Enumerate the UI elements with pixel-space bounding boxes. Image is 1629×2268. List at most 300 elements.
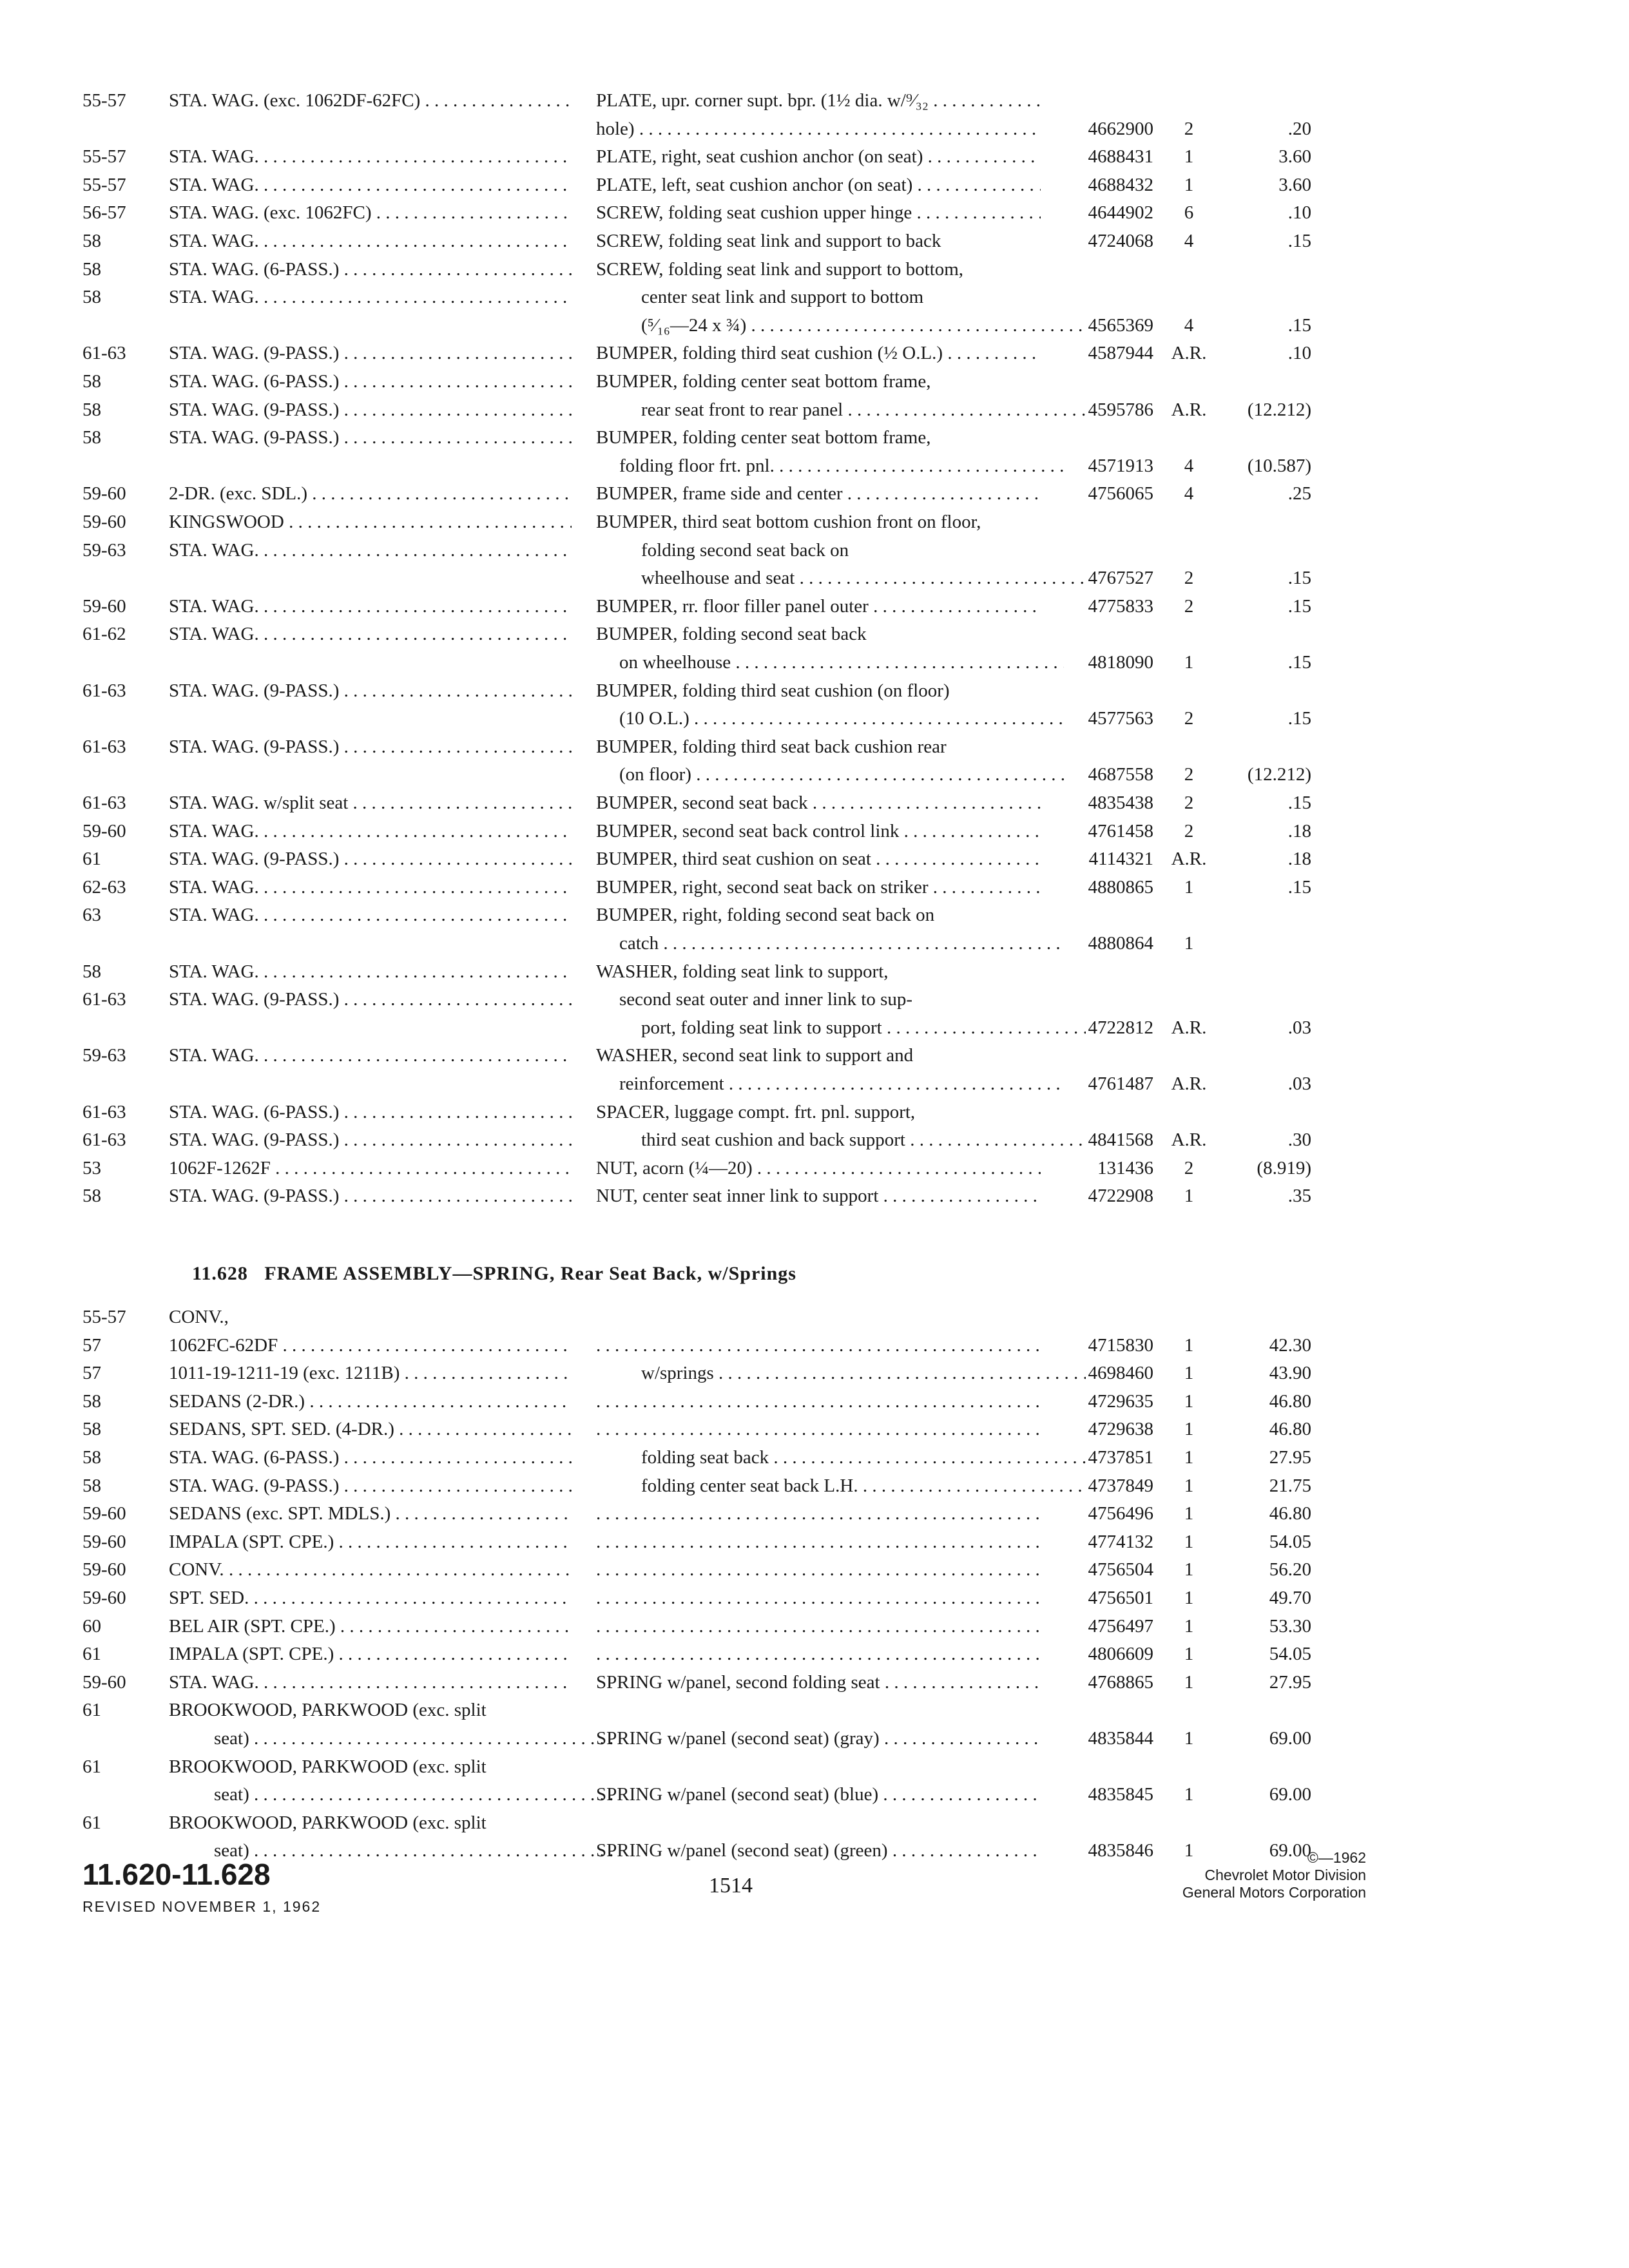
description-cell: (⁵⁄₁₆—24 x ¾) . . .	[596, 311, 1086, 340]
year-cell: 61-63	[82, 680, 126, 701]
quantity-cell: 1	[1184, 146, 1194, 168]
parts-row	[0, 171, 1629, 199]
parts-row	[0, 452, 1629, 480]
footer-copyright	[1182, 1849, 1366, 1901]
model-cell: STA. WAG. . . .	[169, 283, 572, 311]
model-cell: BROOKWOOD, PARKWOOD (exc. split	[169, 1756, 487, 1777]
description-cell: SPACER, luggage compt. frt. pnl. support,	[596, 1101, 916, 1122]
year-cell: 58	[82, 961, 101, 982]
price-cell: .03	[1287, 1073, 1311, 1094]
description-cell: PLATE, upr. corner supt. bpr. (1½ dia. w/⁹⁄₃₂ . . .	[596, 86, 1041, 115]
part-number-cell: 4835844	[1088, 1728, 1153, 1749]
description-cell: SPRING w/panel (second seat) (blue) . . .	[596, 1780, 1041, 1809]
parts-row	[0, 1612, 1629, 1640]
price-cell: .15	[1287, 595, 1311, 617]
description-cell: wheelhouse and seat . . .	[596, 564, 1086, 592]
price-cell: 69.00	[1269, 1840, 1311, 1861]
quantity-cell: 1	[1184, 1363, 1194, 1384]
parts-row	[0, 1303, 1629, 1331]
price-cell: .03	[1287, 1017, 1311, 1038]
part-number-cell: 131436	[1097, 1157, 1153, 1178]
description-cell	[596, 1555, 1041, 1584]
part-number-cell: 4722908	[1088, 1186, 1153, 1207]
year-cell: 59-60	[82, 820, 126, 841]
part-number-cell: 4756496	[1088, 1503, 1153, 1524]
model-cell: STA. WAG. (exc. 1062FC) . . .	[169, 198, 572, 227]
price-cell: .10	[1287, 343, 1311, 364]
parts-row	[0, 1780, 1629, 1809]
year-cell: 63	[82, 905, 101, 926]
model-cell: STA. WAG. . . .	[169, 1668, 572, 1696]
parts-row	[0, 508, 1629, 536]
description-cell: hole) . . .	[596, 115, 1041, 143]
part-number-cell: 4767527	[1088, 568, 1153, 589]
parts-row	[0, 1555, 1629, 1584]
parts-row	[0, 1182, 1629, 1210]
part-number-cell: 4835846	[1088, 1840, 1153, 1861]
model-cell: 1062FC-62DF . . .	[169, 1331, 572, 1360]
description-cell: BUMPER, second seat back control link . . .	[596, 817, 1041, 845]
model-cell: STA. WAG. . . .	[169, 957, 572, 986]
parts-row	[0, 1041, 1629, 1070]
parts-row	[0, 339, 1629, 367]
price-cell: (10.587)	[1247, 455, 1311, 476]
model-cell: STA. WAG. (exc. 1062DF-62FC) . . .	[169, 86, 572, 115]
model-cell: STA. WAG. . . .	[169, 901, 572, 929]
year-cell: 57	[82, 1334, 101, 1356]
parts-row	[0, 1724, 1629, 1753]
part-number-cell: 4644902	[1088, 202, 1153, 224]
parts-row	[0, 255, 1629, 284]
description-cell: (10 O.L.) . . .	[596, 704, 1064, 733]
model-cell: STA. WAG. . . .	[169, 592, 572, 620]
price-cell: 46.80	[1269, 1419, 1311, 1440]
description-cell	[596, 1612, 1041, 1640]
quantity-cell: 2	[1184, 1157, 1194, 1178]
parts-row	[0, 1696, 1629, 1724]
model-cell: 2-DR. (exc. SDL.) . . .	[169, 479, 572, 508]
part-number-cell: 4577563	[1088, 708, 1153, 729]
price-cell: 27.95	[1269, 1447, 1311, 1468]
year-cell: 62-63	[82, 876, 126, 898]
part-number-cell: 4835845	[1088, 1784, 1153, 1805]
parts-row	[0, 1668, 1629, 1696]
year-cell: 59-60	[82, 483, 126, 505]
description-cell: folding seat back . . .	[596, 1443, 1086, 1472]
quantity-cell: 1	[1184, 1447, 1194, 1468]
year-cell: 61	[82, 1756, 101, 1777]
price-cell: 53.30	[1269, 1615, 1311, 1637]
quantity-cell: 1	[1184, 174, 1194, 195]
description-cell	[596, 1528, 1041, 1556]
quantity-cell: 1	[1184, 933, 1194, 954]
quantity-cell: 1	[1184, 1671, 1194, 1693]
model-cell: SPT. SED. . . .	[169, 1584, 572, 1612]
description-cell	[596, 1415, 1041, 1443]
description-cell: folding floor frt. pnl. . . .	[596, 452, 1064, 480]
description-cell: NUT, acorn (¼—20) . . .	[596, 1154, 1041, 1182]
parts-row	[0, 1126, 1629, 1154]
quantity-cell: 1	[1184, 1588, 1194, 1608]
parts-row	[0, 115, 1629, 143]
model-cell: STA. WAG. (9-PASS.) . . .	[169, 423, 572, 452]
year-cell: 56-57	[82, 202, 126, 224]
model-cell: STA. WAG. . . .	[169, 817, 572, 845]
price-cell: .30	[1287, 1129, 1311, 1151]
parts-row	[0, 1499, 1629, 1528]
quantity-cell: 4	[1184, 231, 1194, 251]
quantity-cell: 2	[1184, 708, 1194, 729]
year-cell: 58	[82, 427, 101, 448]
model-cell: STA. WAG. (9-PASS.) . . .	[169, 845, 572, 873]
part-number-cell: 4687558	[1088, 764, 1153, 785]
price-cell: 42.30	[1269, 1334, 1311, 1356]
quantity-cell: 2	[1184, 764, 1194, 785]
model-cell: BROOKWOOD, PARKWOOD (exc. split	[169, 1700, 487, 1721]
part-number-cell: 4114321	[1088, 849, 1153, 870]
year-cell: 58	[82, 371, 101, 392]
parts-row	[0, 1359, 1629, 1387]
description-cell	[596, 1640, 1041, 1668]
year-cell: 59-60	[82, 1559, 126, 1581]
quantity-cell: 2	[1184, 568, 1194, 589]
part-number-cell: 4587944	[1088, 343, 1153, 364]
price-cell: (8.919)	[1257, 1157, 1311, 1178]
model-cell: KINGSWOOD . . .	[169, 508, 572, 536]
part-number-cell: 4880864	[1088, 933, 1153, 954]
part-number-cell: 4571913	[1088, 455, 1153, 476]
year-cell: 61	[82, 1812, 101, 1833]
description-cell: BUMPER, right, folding second seat back on	[596, 905, 935, 926]
model-cell: SEDANS (exc. SPT. MDLS.) . . .	[169, 1499, 572, 1528]
section-number: 11.628	[192, 1263, 248, 1284]
year-cell: 58	[82, 231, 101, 251]
price-cell: 27.95	[1269, 1671, 1311, 1693]
parts-row	[0, 479, 1629, 508]
price-cell: .15	[1287, 314, 1311, 336]
parts-row	[0, 227, 1629, 255]
price-cell: 56.20	[1269, 1559, 1311, 1581]
part-number-cell: 4756497	[1088, 1615, 1153, 1637]
model-cell: STA. WAG. . . .	[169, 227, 572, 255]
description-cell: SCREW, folding seat link and support to back	[596, 231, 941, 251]
year-cell: 58	[82, 287, 101, 308]
parts-row	[0, 985, 1629, 1014]
quantity-cell: 1	[1184, 876, 1194, 898]
quantity-cell: 1	[1184, 1419, 1194, 1440]
model-cell: 1062F-1262F . . .	[169, 1154, 572, 1182]
year-cell: 58	[82, 1475, 101, 1496]
parts-row	[0, 311, 1629, 340]
quantity-cell: 1	[1184, 1559, 1194, 1581]
model-cell: STA. WAG. (6-PASS.) . . .	[169, 1098, 572, 1126]
description-cell: BUMPER, folding center seat bottom frame,	[596, 427, 931, 448]
model-cell: STA. WAG. (9-PASS.) . . .	[169, 396, 572, 424]
quantity-cell: 1	[1184, 1334, 1194, 1356]
year-cell: 59-60	[82, 1531, 126, 1552]
description-cell: SCREW, folding seat link and support to bottom,	[596, 258, 964, 280]
part-number-cell: 4768865	[1088, 1671, 1153, 1693]
price-cell: 54.05	[1269, 1531, 1311, 1552]
year-cell: 55-57	[82, 1307, 126, 1327]
model-cell: STA. WAG. (9-PASS.) . . .	[169, 339, 572, 367]
year-cell: 59-60	[82, 1503, 126, 1524]
year-cell: 61	[82, 1644, 101, 1665]
parts-row	[0, 536, 1629, 564]
parts-row	[0, 929, 1629, 957]
description-cell: (on floor) . . .	[596, 760, 1064, 789]
model-cell: STA. WAG. (9-PASS.) . . .	[169, 677, 572, 705]
year-cell: 58	[82, 1419, 101, 1440]
model-cell: STA. WAG. (6-PASS.) . . .	[169, 1443, 572, 1472]
part-number-cell: 4806609	[1088, 1644, 1153, 1665]
price-cell: 21.75	[1269, 1475, 1311, 1496]
year-cell: 58	[82, 399, 101, 420]
price-cell: 3.60	[1278, 146, 1311, 168]
part-number-cell: 4724068	[1088, 231, 1153, 251]
description-cell: SPRING w/panel, second folding seat . . .	[596, 1668, 1041, 1696]
description-cell: BUMPER, second seat back . . .	[596, 789, 1041, 817]
parts-row	[0, 789, 1629, 817]
model-cell: STA. WAG. (9-PASS.) . . .	[169, 1126, 572, 1154]
year-cell: 53	[82, 1157, 101, 1178]
parts-row	[0, 1640, 1629, 1668]
description-cell: BUMPER, frame side and center . . .	[596, 479, 1041, 508]
parts-row	[0, 1070, 1629, 1098]
parts-row	[0, 1472, 1629, 1500]
price-cell: .15	[1287, 708, 1311, 729]
price-cell: .25	[1287, 483, 1311, 505]
quantity-cell: 1	[1184, 1390, 1194, 1412]
description-cell: BUMPER, folding center seat bottom frame,	[596, 371, 931, 392]
model-cell: 1011-19-1211-19 (exc. 1211B) . . .	[169, 1359, 572, 1387]
year-cell: 61	[82, 849, 101, 870]
quantity-cell: A.R.	[1171, 1073, 1207, 1094]
model-cell: STA. WAG. . . .	[169, 1041, 572, 1070]
description-cell	[596, 1499, 1041, 1528]
model-cell: STA. WAG. . . .	[169, 142, 572, 171]
model-cell: STA. WAG. (9-PASS.) . . .	[169, 1182, 572, 1210]
description-cell: w/springs . . .	[596, 1359, 1086, 1387]
quantity-cell: 1	[1184, 1840, 1194, 1861]
model-cell: IMPALA (SPT. CPE.) . . .	[169, 1528, 572, 1556]
part-number-cell: 4688431	[1088, 146, 1153, 168]
description-cell	[596, 1387, 1041, 1416]
quantity-cell: 1	[1184, 652, 1194, 673]
parts-row	[0, 901, 1629, 929]
parts-row	[0, 620, 1629, 648]
quantity-cell: 1	[1184, 1186, 1194, 1207]
parts-row	[0, 564, 1629, 592]
year-cell: 61-63	[82, 793, 126, 813]
corporation-line: General Motors Corporation	[1182, 1884, 1366, 1901]
year-cell: 55-57	[82, 174, 126, 195]
price-cell: 46.80	[1269, 1503, 1311, 1524]
parts-row	[0, 733, 1629, 761]
parts-row	[0, 1584, 1629, 1612]
part-number-cell: 4737849	[1088, 1475, 1153, 1496]
page-number: 1514	[709, 1874, 753, 1898]
model-cell: STA. WAG. . . .	[169, 620, 572, 648]
model-cell: IMPALA (SPT. CPE.) . . .	[169, 1640, 572, 1668]
year-cell: 61	[82, 1700, 101, 1721]
year-cell: 59-63	[82, 539, 126, 561]
parts-row	[0, 1415, 1629, 1443]
quantity-cell: A.R.	[1171, 849, 1207, 870]
price-cell: .18	[1287, 849, 1311, 870]
description-cell: PLATE, right, seat cushion anchor (on seat) . . .	[596, 142, 1041, 171]
description-cell: WASHER, second seat link to support and	[596, 1045, 914, 1066]
year-cell: 58	[82, 1186, 101, 1207]
parts-row	[0, 677, 1629, 705]
quantity-cell: 4	[1184, 314, 1194, 336]
footer-section-code: 11.620-11.628	[82, 1858, 271, 1891]
price-cell: .15	[1287, 231, 1311, 251]
parts-row	[0, 845, 1629, 873]
model-cell: SEDANS, SPT. SED. (4-DR.) . . .	[169, 1415, 572, 1443]
description-cell: third seat cushion and back support . . .	[596, 1126, 1086, 1154]
price-cell: .20	[1287, 118, 1311, 139]
description-cell: on wheelhouse . . .	[596, 648, 1064, 677]
model-cell: STA. WAG. (9-PASS.) . . .	[169, 1472, 572, 1500]
description-cell: catch . . .	[596, 929, 1064, 957]
year-cell: 61-63	[82, 989, 126, 1010]
quantity-cell: 2	[1184, 793, 1194, 813]
copyright-line: ©—1962	[1307, 1849, 1366, 1866]
part-number-cell: 4729635	[1088, 1390, 1153, 1412]
part-number-cell: 4835438	[1088, 793, 1153, 813]
footer-revised-date: REVISED NOVEMBER 1, 1962	[82, 1898, 322, 1915]
price-cell: 46.80	[1269, 1390, 1311, 1412]
model-cell: BEL AIR (SPT. CPE.) . . .	[169, 1612, 572, 1640]
model-cell: STA. WAG. (9-PASS.) . . .	[169, 985, 572, 1014]
price-cell: 3.60	[1278, 174, 1311, 195]
quantity-cell: 1	[1184, 1728, 1194, 1749]
year-cell: 59-60	[82, 1588, 126, 1608]
part-number-cell: 4880865	[1088, 876, 1153, 898]
year-cell: 58	[82, 1390, 101, 1412]
part-number-cell: 4774132	[1088, 1531, 1153, 1552]
section-subtitle: Rear Seat Back, w/Springs	[560, 1263, 796, 1284]
description-cell: folding center seat back L.H. . . .	[596, 1472, 1086, 1500]
year-cell: 59-63	[82, 1045, 126, 1066]
description-cell: NUT, center seat inner link to support . . .	[596, 1182, 1041, 1210]
quantity-cell: 1	[1184, 1644, 1194, 1665]
quantity-cell: 1	[1184, 1784, 1194, 1805]
description-cell: SPRING w/panel (second seat) (gray) . . .	[596, 1724, 1041, 1753]
description-cell	[596, 1584, 1041, 1612]
year-cell: 59-60	[82, 512, 126, 532]
parts-row	[0, 1753, 1629, 1781]
year-cell: 61-63	[82, 1101, 126, 1122]
description-cell: folding second seat back on	[641, 539, 849, 561]
price-cell: .35	[1287, 1186, 1311, 1207]
parts-row	[0, 1387, 1629, 1416]
description-cell: BUMPER, folding second seat back	[596, 624, 867, 645]
parts-row	[0, 396, 1629, 424]
year-cell: 58	[82, 258, 101, 280]
year-cell: 57	[82, 1363, 101, 1384]
description-cell: BUMPER, third seat cushion on seat . . .	[596, 845, 1041, 873]
parts-row	[0, 1098, 1629, 1126]
price-cell: .15	[1287, 568, 1311, 589]
parts-row	[0, 760, 1629, 789]
section-heading	[192, 1263, 796, 1285]
price-cell: (12.212)	[1247, 764, 1311, 785]
parts-row	[0, 283, 1629, 311]
model-cell: SEDANS (2-DR.) . . .	[169, 1387, 572, 1416]
part-number-cell: 4715830	[1088, 1334, 1153, 1356]
model-cell: seat) . . .	[169, 1780, 617, 1809]
quantity-cell: A.R.	[1171, 399, 1207, 420]
parts-row	[0, 423, 1629, 452]
price-cell: .18	[1287, 820, 1311, 841]
parts-row	[0, 873, 1629, 901]
part-number-cell: 4662900	[1088, 118, 1153, 139]
description-cell: PLATE, left, seat cushion anchor (on seat) . . .	[596, 171, 1041, 199]
part-number-cell: 4698460	[1088, 1363, 1153, 1384]
part-number-cell: 4688432	[1088, 174, 1153, 195]
year-cell: 55-57	[82, 90, 126, 111]
quantity-cell: A.R.	[1171, 1017, 1207, 1038]
price-cell: .10	[1287, 202, 1311, 224]
price-cell: .15	[1287, 793, 1311, 813]
description-cell: reinforcement . . .	[596, 1070, 1064, 1098]
price-cell: 43.90	[1269, 1363, 1311, 1384]
price-cell: 69.00	[1269, 1784, 1311, 1805]
parts-row	[0, 592, 1629, 620]
quantity-cell: 1	[1184, 1475, 1194, 1496]
year-cell: 61-63	[82, 343, 126, 364]
quantity-cell: 2	[1184, 118, 1194, 139]
parts-row	[0, 704, 1629, 733]
description-cell: BUMPER, third seat bottom cushion front on floor,	[596, 512, 981, 532]
parts-row	[0, 1809, 1629, 1837]
division-line: Chevrolet Motor Division	[1204, 1867, 1366, 1883]
quantity-cell: 2	[1184, 820, 1194, 841]
year-cell: 59-60	[82, 595, 126, 617]
parts-row	[0, 1331, 1629, 1360]
parts-row	[0, 367, 1629, 396]
model-cell: STA. WAG. . . .	[169, 536, 572, 564]
quantity-cell: 1	[1184, 1615, 1194, 1637]
description-cell: BUMPER, folding third seat cushion (on floor)	[596, 680, 950, 701]
model-cell: STA. WAG. (6-PASS.) . . .	[169, 255, 572, 284]
model-cell: STA. WAG. (6-PASS.) . . .	[169, 367, 572, 396]
description-cell: BUMPER, folding third seat cushion (½ O.L.) . . .	[596, 339, 1041, 367]
part-number-cell: 4756501	[1088, 1588, 1153, 1608]
part-number-cell: 4761487	[1088, 1073, 1153, 1094]
description-cell: SPRING w/panel (second seat) (green) . . .	[596, 1836, 1041, 1865]
part-number-cell: 4818090	[1088, 652, 1153, 673]
model-cell: STA. WAG. . . .	[169, 171, 572, 199]
year-cell: 55-57	[82, 146, 126, 168]
model-cell: BROOKWOOD, PARKWOOD (exc. split	[169, 1812, 487, 1833]
description-cell: rear seat front to rear panel . . .	[596, 396, 1086, 424]
year-cell: 61-62	[82, 624, 126, 645]
description-cell: BUMPER, right, second seat back on striker . . .	[596, 873, 1041, 901]
description-cell: BUMPER, rr. floor filler panel outer . . .	[596, 592, 1041, 620]
part-number-cell: 4775833	[1088, 595, 1153, 617]
model-cell: STA. WAG. w/split seat . . .	[169, 789, 572, 817]
parts-row	[0, 648, 1629, 677]
model-cell: CONV. . . .	[169, 1555, 572, 1584]
model-cell: STA. WAG. (9-PASS.) . . .	[169, 733, 572, 761]
price-cell: .15	[1287, 652, 1311, 673]
quantity-cell: 2	[1184, 595, 1194, 617]
year-cell: 61-63	[82, 736, 126, 757]
year-cell: 58	[82, 1447, 101, 1468]
